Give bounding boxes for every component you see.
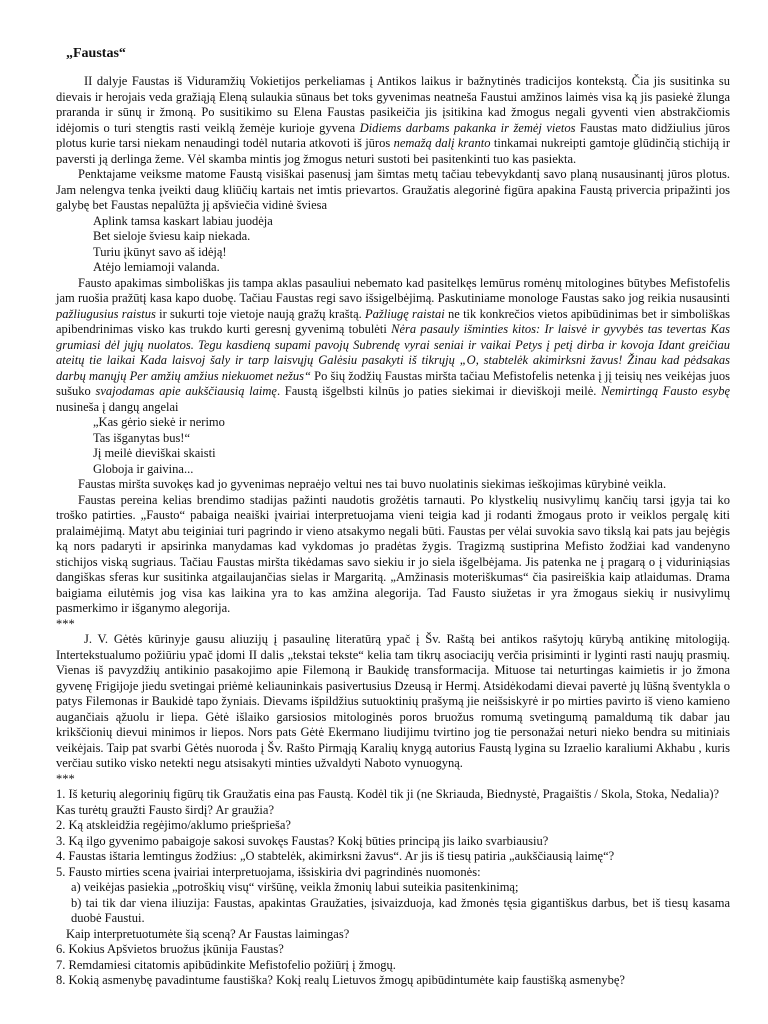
italic-quote: Didiems darbams pakanka ir žemėj vietos xyxy=(359,120,576,135)
question-5-options xyxy=(56,880,730,927)
question-option: a) veikėjas pasiekia „potroškių visų“ viršūnę, veikla žmonių labui suteikia pasitenkinimą; xyxy=(71,880,519,894)
text-run: Po šių žodžių Faustas miršta tačiau Mefistofelis netenka į jį teisių nes veikėjas juos sušuko xyxy=(56,368,730,398)
section-separator: *** xyxy=(56,771,75,786)
poem-line: Turiu įkūnyt savo aš idėją! xyxy=(93,244,227,259)
question-option: b) tai tik dar viena iliuzija: Faustas, apakintas Graužaties, įsivaizduoja, kad žmonės tęsia gigantiškus darbus, bet iš tiesų kasama duobė Faustui. xyxy=(71,895,730,925)
question-list xyxy=(56,787,730,880)
paragraph-allusions: J. V. Gėtės kūrinyje gausu aliuzijų į pasaulinę literatūrą ypač į Šv. Raštą bei antikos rašytojų kūrybą antikinę mitologiją. Intertekstualumo požiūriu ypač įdomi II dalis „tekstai tekste“ kelia tam tikrų asociacijų verčia prisiminti ir lyginti rasti naujų prasmių. Vienas iš pavyzdžių antikinio pasakojimo apie Filemoną ir Baukidę transformacija. Mituose tai neturtingas kaimietis ir jo žmona gyvenę Frigijoje jiedu svetingai priėmė keliauninkais pasivertusius Dzeusą ir Hermį. Atsidėkodami dievai pavertė jų lūšną šventykla o patys Filemonas ir Baukidė tapo žyniais. Dievams išpildžius sutuoktinių prašymą jie neišsiskyrė ir po mirties pavirto iš vieno kamieno augančiais ąžuolu ir liepa. Gėtė išlaiko garsiosios mitologinės poros bruožus romumą svetingumą pamaldumą tik dabar jau krikščionių dievui minimos ir liepos. Nors pats Gėtė Ekermano liudijimu tvirtino jog tie personažai neturi nieko bendra su mitiniais veikėjais. Taip pat svarbi Gėtės nuoroda į Šv. Rašto Pirmąją Karalių knygą autorius Faustą lygina su Izraelio karaliumi Akhabu , kuris verčiau sutiko visko netekti negu atsisakyti minties užvaldyti Naboto vynuogyną. xyxy=(56,632,730,770)
italic-quote: svajodamas apie aukščiausią laimę xyxy=(95,384,277,398)
poem-line: Aplink tamsa kaskart labiau juodėja xyxy=(93,213,273,228)
document-body xyxy=(56,40,730,989)
text-run: ne tik konkrečios vietos apibūdinimas bet ir simboliškas apibendrinimas visko kas trukdo kurti geresnį gyvenimą tobulėti xyxy=(56,306,730,336)
text-run: Faustas mato didžiulius jūros plotus kurie tarsi niekam nenaudingi todėl nutaria atkovoti iš jūros xyxy=(56,120,730,150)
question-item: 8. Kokią asmenybę pavadintume faustiška? Kokį realų Lietuvos žmogų apibūdintumėte kaip faustišką asmenybę? xyxy=(56,973,625,987)
paragraph-part-two xyxy=(56,74,730,167)
italic-quote: Nemirtingą Fausto esybę xyxy=(601,384,730,398)
question-item: 7. Remdamiesi citatomis apibūdinkite Mefistofelio požiūrį į žmogų. xyxy=(56,957,396,972)
poem-inner-light xyxy=(93,214,730,276)
paragraph-blindness xyxy=(56,276,730,416)
question-list-continued xyxy=(56,942,730,989)
poem-line: „Kas gėrio siekė ir nerimo xyxy=(93,415,225,429)
italic-quote: Nėra pasauly išminties kitos: Ir laisvė ir gyvybės tas tevertas Kas grumiasi dėl jųjų nuolatos. Tegu kasdieną supami pavojų Subrendę vyrai seniai ir vaikai Petys į petį dirba ir kovoja Idant greičiau ateitų tie laikai Kada laisvoj šaly ir tarp laisvųjų Galėsiu pasakyti iš tikrųjų „O, stabtelėk akimirksni žavus! Žinau kad pėdsakas darbų manųjų Per amžių amžius niekuomet nežus“ xyxy=(56,322,730,383)
poem-line: Jį meilė dieviškai skaisti xyxy=(93,446,216,460)
text-run: tinkamai nukreipti gamtoje glūdinčią stichiją ir paversti ją derlinga žeme. Vėl skamba mintis jog žmogus neturi sustoti bei pasitenkinti tuo kas pasiekta. xyxy=(56,136,730,166)
question-5-follow-up: Kaip interpretuotumėte šią sceną? Ar Faustas laimingas? xyxy=(66,926,350,941)
question-item: 6. Kokius Apšvietos bruožus įkūnija Faustas? xyxy=(56,942,284,956)
poem-line: Tas išganytas bus!“ xyxy=(93,430,191,445)
text-run: nusineša į dangų angelai xyxy=(56,399,179,414)
poem-line: Atėjo lemiamoji valanda. xyxy=(93,260,220,274)
text-run: Fausto apakimas simboliškas jis tampa aklas pasauliui nebemato kad pasitelkęs lemūrus romėnų mitologines būtybes Mefistofelis jam ruošia pražūtį kasa kapo duobę. Tačiau Faustas regi savo išsigelbėjimą. Paskutiniame monologe Faustas sako jog reikia nusausinti xyxy=(56,275,730,305)
paragraph-stages: Faustas pereina kelias brendimo stadijas pažinti naudotis grožėtis tarnauti. Po klystkelių nusivylimų kančių tarsi įgyja tai ko troško patirties. „Fausto“ pabaiga neaiški įvairiai interpretuojama vieni teigia kad ji rodanti žmogaus proto ir veiklos pergalę kiti pralaimėjimą. Matyt abu teiginiai turi pagrindo ir vieno atsakymo negali būti. Faustas per vėlai suvokia savo tikslą kai pats jau bejėgis ką nors padaryti ir apsirinka manydamas kad vykdomas jo pradėtas žygis. Tragizmą sustiprina Mefisto žodžiai kad vandenyno stichijos viską sugriaus. Tačiau Faustas miršta tikėdamas savo siekiu ir jo siela išgelbėjama. Jis patenka ne į pragarą o į viduriniąsias dangiškas sferas kur susitinka atgailaujančias sielas ir Margaritą. „Amžinasis moteriškumas“ čia pasireiškia kaip atlaidumas. Drama baigiama eilutėmis jog visa kas laikina yra to kas amžina alegorija. Tad Fausto siužetas ir yra žmogaus siekių ir nusivylimų pasmerkimo ir išganymo alegorija. xyxy=(56,492,730,615)
italic-quote: Pažliugę raistai xyxy=(365,306,445,321)
poem-line: Bet sieloje šviesu kaip niekada. xyxy=(93,229,251,243)
paragraph-death: Faustas miršta suvokęs kad jo gyvenimas nepraėjo veltui nes tai buvo nuolatinis siekimas ieškojimas kūrybinė veikla. xyxy=(78,477,667,491)
paragraph-fifth-act: Penktajame veiksme matome Faustą visiškai pasenusį jam šimtas metų tačiau tebevykdantį savo planą nusausinantį jūros plotus. Jam nelengva tenka įveikti daug kliūčių kartais net imtis prievartos. Graužatis alegorinė figūra apakina Faustą privercia pripažinti jos galybę bet Faustas nepalūžta jį apšviečia vidinė šviesa xyxy=(56,167,730,212)
document-title: „Faustas“ xyxy=(66,46,126,61)
section-separator: *** xyxy=(56,616,75,631)
text-run: ir sukurti toje vietoje naują gražų kraštą. xyxy=(155,306,366,321)
question-item: 2. Ką atskleidžia regėjimo/aklumo priešprieša? xyxy=(56,818,291,832)
italic-quote: pažliugusius raistus xyxy=(56,306,156,321)
question-item: 3. Ką ilgo gyvenimo pabaigoje sakosi suvokęs Faustas? Kokį būties principą jis laiko svarbiausiu? xyxy=(56,833,549,848)
poem-angels xyxy=(93,415,730,477)
question-item: 1. Iš keturių alegorinių figūrų tik Graužatis eina pas Faustą. Kodėl tik ji (ne Skriauda, Biednystė, Pragaištis / Skola, Stoka, Nedalia)? Kas turėtų graužti Fausto širdį? Ar graužia? xyxy=(56,787,720,817)
italic-quote: nemažą dalį kranto xyxy=(393,136,491,150)
question-item: 5. Fausto mirties scena įvairiai interpretuojama, išsiskiria dvi pagrindinės nuomonės: xyxy=(56,864,481,879)
text-run: . Faustą išgelbsti kilnūs jo paties siekimai ir dieviškoji meilė. xyxy=(276,384,602,398)
poem-line: Globoja ir gaivina... xyxy=(93,461,194,476)
text-run: II dalyje Faustas iš Viduramžių Vokietijos perkeliamas į Antikos laikus ir bažnytinės tradicijos kontekstą. Čia jis susitinka su dievais ir herojais veda gražiąją Eleną sulaukia sūnaus bet toks gyvenimas neatneša Faustui amžinos laimės visa ką jis pasiekė žlunga praranda ir sūnų ir žmoną. Po susitikimo su Elena Faustas pasikeičia jis įsitikina kad žmogus negali gyventi vien abstrakčiomis idėjomis o turi stengtis rasti veiklą žemėje kurioje gyvena xyxy=(56,74,730,135)
question-item: 4. Faustas ištaria lemtingus žodžius: „O stabtelėk, akimirksni žavus“. Ar jis iš tiesų patiria „aukščiausią laimę“? xyxy=(56,849,615,863)
